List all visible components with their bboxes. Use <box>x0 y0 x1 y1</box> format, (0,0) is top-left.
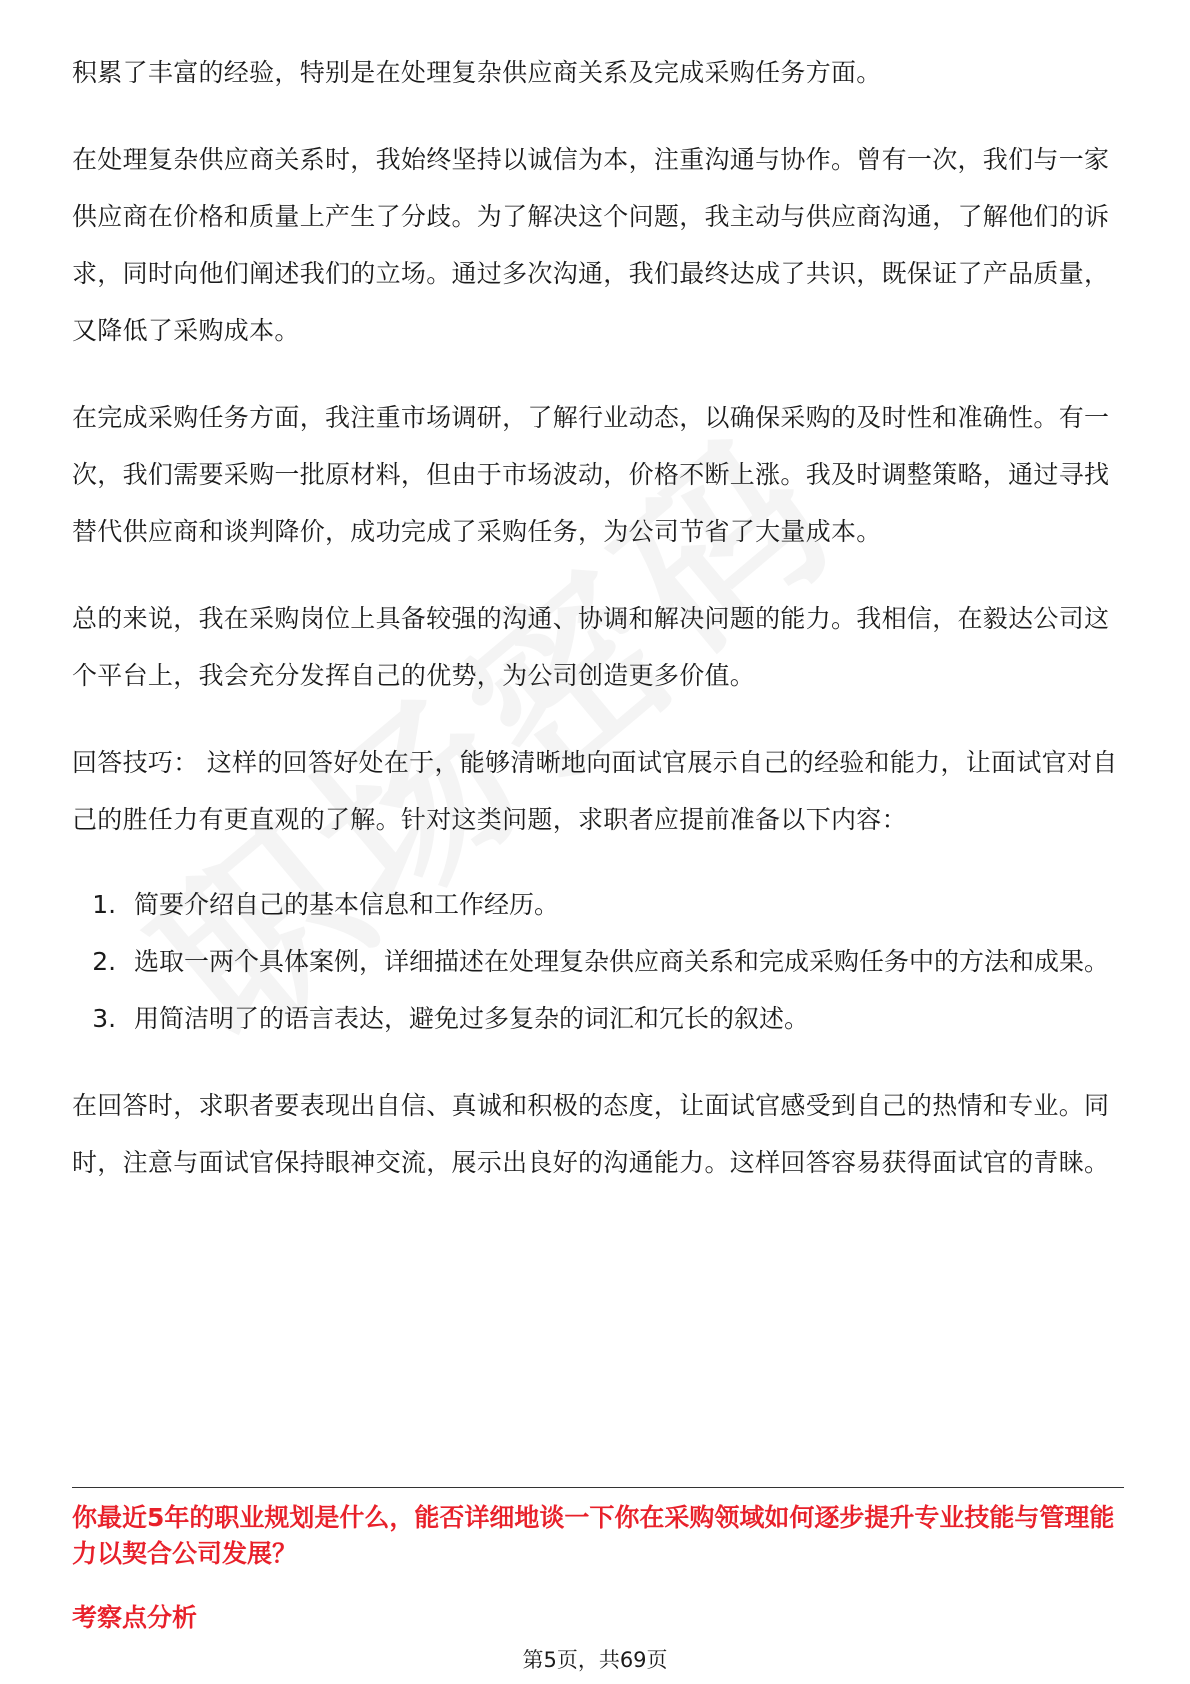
list-item: 3. 用简洁明了的语言表达，避免过多复杂的词汇和冗长的叙述。 <box>124 990 1122 1047</box>
closing-paragraph: 在回答时，求职者要表现出自信、真诚和积极的态度，让面试官感受到自己的热情和专业。同时，注意与面试官保持眼神交流，展示出良好的沟通能力。这样回答容易获得面试官的青睐。 <box>72 1091 1110 1177</box>
paragraph: 积累了丰富的经验，特别是在处理复杂供应商关系及完成采购任务方面。 <box>72 58 882 87</box>
paragraph: 总的来说，我在采购岗位上具备较强的沟通、协调和解决问题的能力。我相信，在毅达公司这个平台上，我会充分发挥自己的优势，为公司创造更多价值。 <box>72 604 1110 690</box>
document-body <box>72 44 1122 1221</box>
paragraph: 在处理复杂供应商关系时，我始终坚持以诚信为本，注重沟通与协作。曾有一次，我们与一家供应商在价格和质量上产生了分歧。为了解决这个问题，我主动与供应商沟通，了解他们的诉求，同时向他们阐述我们的立场。通过多次沟通，我们最终达成了共识，既保证了产品质量，又降低了采购成本。 <box>72 145 1110 345</box>
tips-list <box>72 876 1122 1047</box>
section-divider <box>72 1487 1124 1488</box>
list-item: 2. 选取一两个具体案例，详细描述在处理复杂供应商关系和完成采购任务中的方法和成果。 <box>124 933 1122 990</box>
answer-tips-intro: 回答技巧： 这样的回答好处在于，能够清晰地向面试官展示自己的经验和能力，让面试官对自己的胜任力有更直观的了解。针对这类问题，求职者应提前准备以下内容： <box>72 748 1118 834</box>
paragraph: 在完成采购任务方面，我注重市场调研，了解行业动态，以确保采购的及时性和准确性。有一次，我们需要采购一批原材料，但由于市场波动，价格不断上涨。我及时调整策略，通过寻找替代供应商和谈判降价，成功完成了采购任务，为公司节省了大量成本。 <box>72 403 1110 546</box>
page-number: 第5页，共69页 <box>522 1648 668 1672</box>
list-item: 1. 简要介绍自己的基本信息和工作经历。 <box>124 876 1122 933</box>
next-question-title: 你最近5年的职业规划是什么，能否详细地谈一下你在采购领域如何逐步提升专业技能与管理能力以契合公司发展？ <box>72 1503 1115 1568</box>
section-heading: 考察点分析 <box>72 1603 198 1632</box>
